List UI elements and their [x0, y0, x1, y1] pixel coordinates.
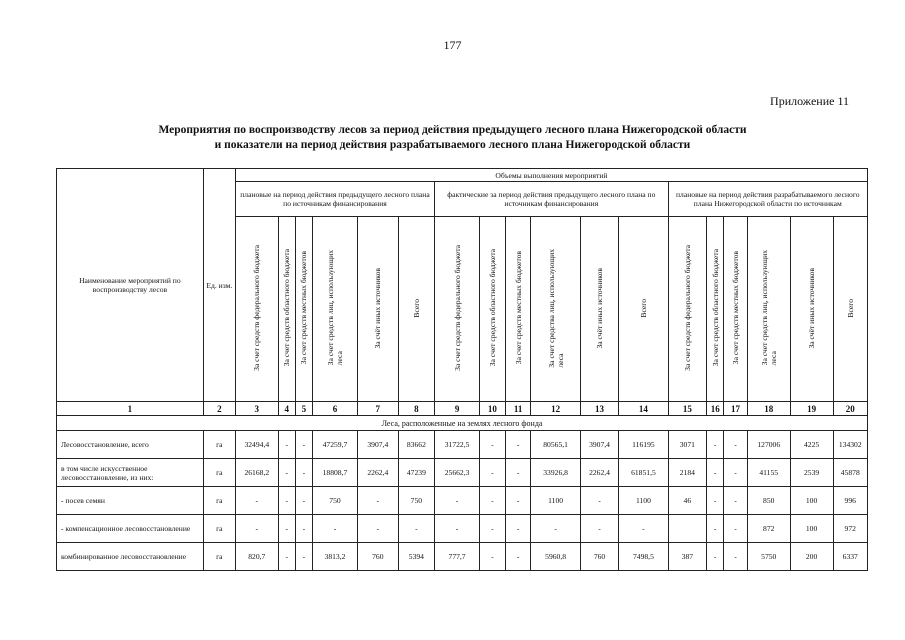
- table-cell: 61851,5: [619, 459, 668, 487]
- table-cell: -: [505, 543, 531, 571]
- table-cell: -: [619, 515, 668, 543]
- column-number: 19: [790, 402, 833, 416]
- column-number: 16: [707, 402, 724, 416]
- table-cell: 83662: [398, 431, 434, 459]
- row-unit: га: [203, 487, 235, 515]
- table-cell: 18808,7: [312, 459, 357, 487]
- sub-header-text: За счет средств областного бюджета: [710, 249, 720, 367]
- row-name: Лесовосстановление, всего: [57, 431, 204, 459]
- sub-header-text: За счет средств местных бюджетов: [513, 251, 523, 365]
- title-line-1: Мероприятия по воспроизводству лесов за период действия предыдущего лесного плана Нижегородской области: [158, 124, 747, 136]
- table-cell: 872: [747, 515, 790, 543]
- table-cell: 3813,2: [312, 543, 357, 571]
- column-number: 11: [505, 402, 531, 416]
- table-cell: -: [278, 459, 295, 487]
- column-number: 8: [398, 402, 434, 416]
- appendix-label: Приложение 11: [770, 94, 849, 108]
- column-number: 4: [278, 402, 295, 416]
- table-cell: 1100: [619, 487, 668, 515]
- sub-header-19: [790, 217, 833, 402]
- table-cell: 47259,7: [312, 431, 357, 459]
- sub-header-text: Всего: [638, 298, 648, 318]
- unit-column-header: Ед. изм.: [203, 169, 235, 402]
- table-cell: 200: [790, 543, 833, 571]
- table-cell: 5750: [747, 543, 790, 571]
- table-cell: 1100: [531, 487, 580, 515]
- table-cell: -: [531, 515, 580, 543]
- table-cell: -: [278, 431, 295, 459]
- table-cell: -: [278, 515, 295, 543]
- row-unit: га: [203, 431, 235, 459]
- table-cell: -: [505, 459, 531, 487]
- table-cell: 100: [790, 487, 833, 515]
- table-cell: -: [295, 459, 312, 487]
- table-cell: -: [480, 431, 506, 459]
- sub-header-text: За счет средств областного бюджета: [487, 249, 497, 367]
- table-cell: -: [295, 487, 312, 515]
- table-cell: -: [295, 543, 312, 571]
- sub-header-text: За счет средства лиц, использующих леса: [546, 248, 565, 368]
- reforestation-table: [56, 168, 868, 571]
- table-cell: 134302: [833, 431, 868, 459]
- volumes-header: Объемы выполнения мероприятий: [235, 169, 867, 182]
- table-cell: -: [707, 459, 724, 487]
- sub-header-6: [312, 217, 357, 402]
- page-number: 177: [443, 38, 462, 52]
- sub-header-text: За счет средств федерального бюджета: [682, 245, 692, 371]
- table-cell: -: [435, 487, 480, 515]
- row-name: - компенсационное лесовосстановление: [57, 515, 204, 543]
- column-number: 2: [203, 402, 235, 416]
- sub-header-5: [295, 217, 312, 402]
- column-number: 10: [480, 402, 506, 416]
- table-cell: -: [312, 515, 357, 543]
- name-column-header: Наименование мероприятий по воспроизводству лесов: [57, 169, 204, 402]
- section-title: Леса, расположенные на землях лесного фонда: [57, 416, 868, 431]
- table-cell: 750: [312, 487, 357, 515]
- table-cell: 100: [790, 515, 833, 543]
- column-number: 9: [435, 402, 480, 416]
- table-cell: -: [235, 487, 278, 515]
- table-cell: 2184: [668, 459, 707, 487]
- table-cell: 3071: [668, 431, 707, 459]
- sub-header-12: [531, 217, 580, 402]
- table-row: [57, 543, 868, 571]
- table-cell: 996: [833, 487, 868, 515]
- table-cell: 31722,5: [435, 431, 480, 459]
- column-number: 12: [531, 402, 580, 416]
- table-cell: 3907,4: [580, 431, 619, 459]
- sub-header-text: Всего: [845, 298, 855, 318]
- column-number: 13: [580, 402, 619, 416]
- column-number: 17: [724, 402, 748, 416]
- column-number: 7: [357, 402, 398, 416]
- table-cell: -: [480, 515, 506, 543]
- sub-header-3: [235, 217, 278, 402]
- table-cell: -: [505, 431, 531, 459]
- table-cell: 46: [668, 487, 707, 515]
- table-cell: -: [480, 487, 506, 515]
- sub-header-text: За счёт иных источников: [373, 267, 383, 349]
- table-cell: 41155: [747, 459, 790, 487]
- title-line-2: и показатели на период действия разрабатываемого лесного плана Нижегородской области: [214, 139, 691, 151]
- table-cell: -: [278, 487, 295, 515]
- table-cell: 972: [833, 515, 868, 543]
- table-cell: -: [505, 515, 531, 543]
- table-cell: -: [724, 487, 748, 515]
- table-cell: -: [707, 543, 724, 571]
- sub-header-text: За счет средств местных бюджетов: [299, 251, 309, 365]
- table-cell: -: [724, 515, 748, 543]
- sub-header-15: [668, 217, 707, 402]
- row-unit: га: [203, 515, 235, 543]
- table-cell: -: [580, 487, 619, 515]
- sub-header-text: За счет средств местных бюджетов: [731, 251, 741, 365]
- table-cell: 4225: [790, 431, 833, 459]
- table-cell: -: [295, 515, 312, 543]
- table-cell: 760: [580, 543, 619, 571]
- sub-header-text: За счет средств лиц, использующих леса: [325, 250, 344, 366]
- table-cell: 47239: [398, 459, 434, 487]
- sub-header-7: [357, 217, 398, 402]
- table-cell: -: [480, 459, 506, 487]
- table-cell: 6337: [833, 543, 868, 571]
- sub-header-text: За счет средств федерального бюджета: [452, 245, 462, 371]
- table-cell: 777,7: [435, 543, 480, 571]
- table-cell: 116195: [619, 431, 668, 459]
- column-number: 20: [833, 402, 868, 416]
- table-row: [57, 431, 868, 459]
- table-cell: 850: [747, 487, 790, 515]
- column-number: 6: [312, 402, 357, 416]
- table-cell: 760: [357, 543, 398, 571]
- table-cell: 7498,5: [619, 543, 668, 571]
- table-cell: -: [435, 515, 480, 543]
- table-cell: [668, 515, 707, 543]
- sub-header-18: [747, 217, 790, 402]
- row-name: в том числе искусственное лесовосстановление, из них:: [57, 459, 204, 487]
- table-cell: 80565,1: [531, 431, 580, 459]
- table-cell: -: [580, 515, 619, 543]
- table-cell: 26168,2: [235, 459, 278, 487]
- table-cell: 2262,4: [357, 459, 398, 487]
- table-cell: 33926,8: [531, 459, 580, 487]
- table-cell: -: [724, 459, 748, 487]
- group-header-planned-previous: плановые на период действия предыдущего лесного плана по источникам финансирования: [235, 182, 434, 217]
- column-number: 1: [57, 402, 204, 416]
- table-cell: -: [707, 515, 724, 543]
- sub-header-text: За счет средств областного бюджета: [282, 249, 292, 367]
- column-number: 18: [747, 402, 790, 416]
- table-cell: 5960,8: [531, 543, 580, 571]
- table-cell: -: [357, 487, 398, 515]
- table-cell: -: [724, 431, 748, 459]
- sub-header-10: [480, 217, 506, 402]
- table-cell: 25662,3: [435, 459, 480, 487]
- table-cell: 387: [668, 543, 707, 571]
- table-cell: 45878: [833, 459, 868, 487]
- sub-header-text: За счёт иных источников: [595, 267, 605, 349]
- document-title: [0, 123, 905, 153]
- table-row: [57, 459, 868, 487]
- table-cell: -: [480, 543, 506, 571]
- sub-header-17: [724, 217, 748, 402]
- sub-header-text: За счёт иных источников: [807, 267, 817, 349]
- table-cell: 820,7: [235, 543, 278, 571]
- table-cell: 127006: [747, 431, 790, 459]
- table-cell: 2539: [790, 459, 833, 487]
- table-cell: -: [235, 515, 278, 543]
- table-cell: -: [357, 515, 398, 543]
- table-cell: 5394: [398, 543, 434, 571]
- sub-header-9: [435, 217, 480, 402]
- row-unit: га: [203, 459, 235, 487]
- table-row: [57, 487, 868, 515]
- sub-header-text: За счет средств лиц, использующих леса: [759, 250, 778, 366]
- row-name: комбинированное лесовосстановление: [57, 543, 204, 571]
- sub-header-11: [505, 217, 531, 402]
- row-name: - посев семян: [57, 487, 204, 515]
- sub-header-16: [707, 217, 724, 402]
- table-cell: -: [398, 515, 434, 543]
- group-header-actual-previous: фактические за период действия предыдущего лесного плана по источникам финансирования: [435, 182, 668, 217]
- table-cell: -: [295, 431, 312, 459]
- sub-header-text: За счет средств федерального бюджета: [252, 245, 262, 371]
- table-cell: -: [505, 487, 531, 515]
- table-cell: 3907,4: [357, 431, 398, 459]
- table-cell: -: [278, 543, 295, 571]
- row-unit: га: [203, 543, 235, 571]
- column-number: 5: [295, 402, 312, 416]
- sub-header-13: [580, 217, 619, 402]
- sub-header-text: Всего: [411, 298, 421, 318]
- sub-header-4: [278, 217, 295, 402]
- table-row: [57, 515, 868, 543]
- column-number: 14: [619, 402, 668, 416]
- column-number: 3: [235, 402, 278, 416]
- table-cell: -: [707, 487, 724, 515]
- table-cell: -: [724, 543, 748, 571]
- sub-header-8: [398, 217, 434, 402]
- group-header-planned-new: плановые на период действия разрабатываемого лесного плана Нижегородской области по источникам: [668, 182, 867, 217]
- table-cell: 2262,4: [580, 459, 619, 487]
- sub-header-20: [833, 217, 868, 402]
- table-cell: -: [707, 431, 724, 459]
- sub-header-14: [619, 217, 668, 402]
- table-cell: 750: [398, 487, 434, 515]
- column-number: 15: [668, 402, 707, 416]
- table-cell: 32494,4: [235, 431, 278, 459]
